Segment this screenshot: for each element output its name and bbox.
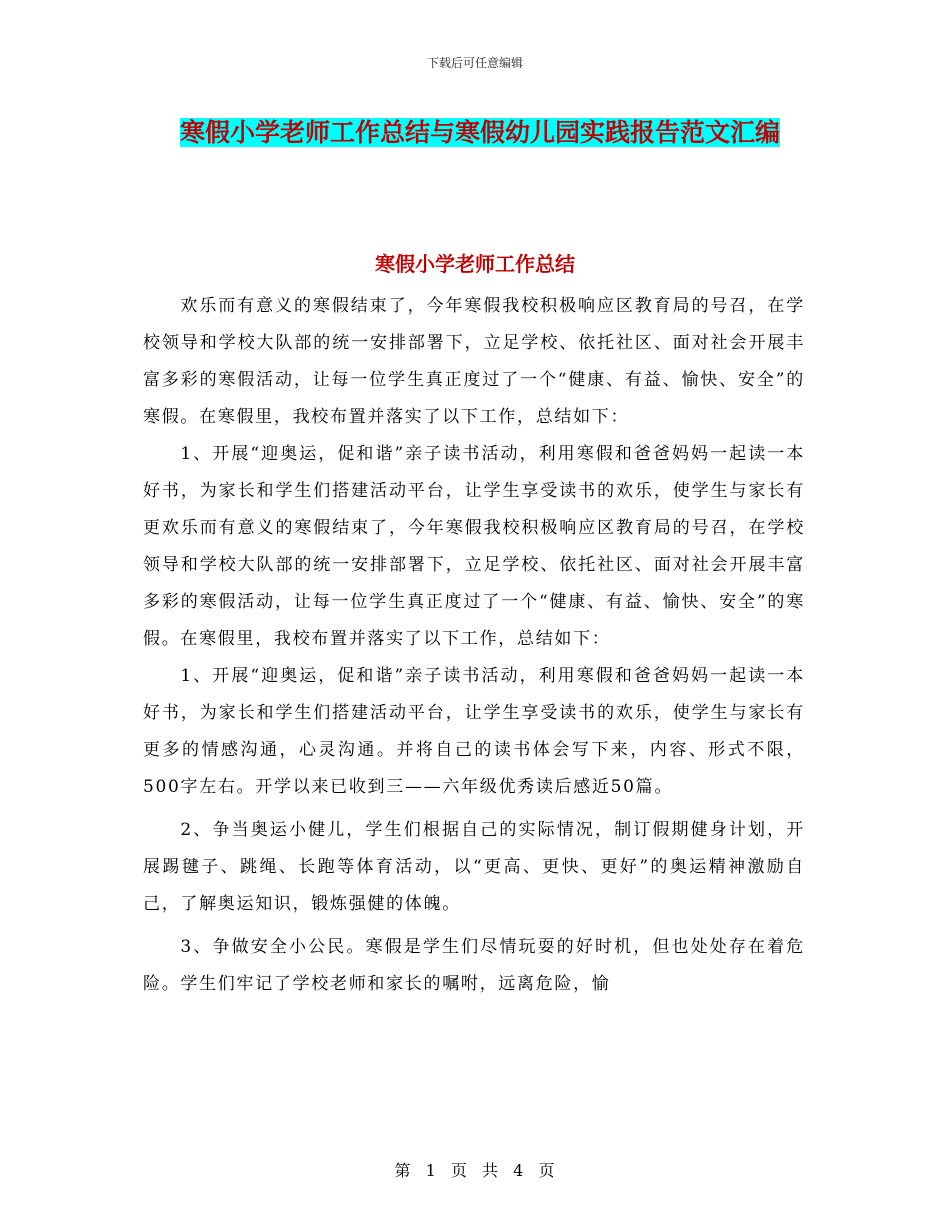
footer-total-pages: 4 (513, 1161, 525, 1180)
footer-word-gong: 共 (482, 1161, 500, 1180)
footer-word-ye: 页 (450, 1161, 468, 1180)
footer-page-number: 1 (425, 1161, 437, 1180)
document-title (140, 111, 820, 155)
paragraph-intro: 欢乐而有意义的寒假结束了，今年寒假我校积极响应区教育局的号召，在学校领导和学校大队部的统一安排部署下，立足学校、依托社区、面对社会开展丰富多彩的寒假活动，让每一位学生真正度过了一个“健康、有益、愉快、安全”的寒假。在寒假里，我校布置并落实了以下工作，总结如下： (143, 296, 805, 427)
paragraph-item-1a: 1、开展“迎奥运，促和谐”亲子读书活动，利用寒假和爸爸妈妈一起读一本好书，为家长和学生们搭建活动平台，让学生享受读书的欢乐，使学生与家长有更欢乐而有意义的寒假结束了，今年寒假我校积极响应区教育局的号召，在学校领导和学校大队部的统一安排部署下，立足学校、依托社区、面对社会开展丰富多彩的寒假活动，让每一位学生真正度过了一个“健康、有益、愉快、安全”的寒假。在寒假里，我校布置并落实了以下工作，总结如下： (143, 444, 805, 649)
footer-word-di: 第 (394, 1161, 412, 1180)
header-note: 下载后可任意编辑 (426, 56, 523, 70)
footer-word-ye-2: 页 (538, 1161, 556, 1180)
page-footer (0, 1158, 950, 1181)
section-title: 寒假小学老师工作总结 (375, 252, 575, 276)
paragraph-item-2: 2、争当奥运小健儿，学生们根据自己的实际情况，制订假期健身计划，开展踢毽子、跳绳、长跑等体育活动，以“更高、更快、更好”的奥运精神激励自己，了解奥运知识，锻炼强健的体魄。 (143, 820, 805, 914)
document-title-text: 寒假小学老师工作总结与寒假幼儿园实践报告范文汇编 (179, 118, 780, 147)
paragraph-item-1b: 1、开展“迎奥运，促和谐”亲子读书活动，利用寒假和爸爸妈妈一起读一本好书，为家长和学生们搭建活动平台，让学生享受读书的欢乐，使学生与家长有更多的情感沟通，心灵沟通。并将自己的读书体会写下来，内容、形式不限，500字左右。开学以来已收到三——六年级优秀读后感近50篇。 (143, 666, 805, 797)
paragraph-item-3: 3、争做安全小公民。寒假是学生们尽情玩耍的好时机，但也处处存在着危险。学生们牢记了学校老师和家长的嘱咐，远离危险，愉 (143, 937, 805, 994)
document-body (143, 288, 805, 1003)
